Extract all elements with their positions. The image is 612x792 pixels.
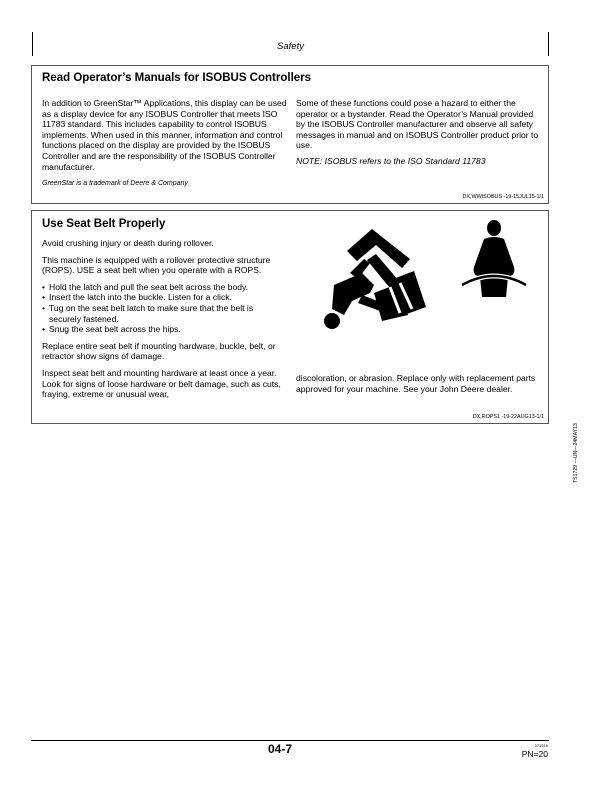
- reference-code: DX,ROPS1 -19-22AUG13-1/1: [472, 414, 544, 420]
- seat-belt-section: [31, 210, 579, 483]
- isobus-section: [31, 65, 549, 204]
- right-column-text: [296, 98, 542, 167]
- list-item: • Hold the latch and pull the seat belt across the body.: [42, 282, 287, 293]
- seat-belt-icon: [456, 219, 532, 299]
- list-item: • Snug the seat belt across the hips.: [42, 324, 287, 335]
- intro-warning: Avoid crushing injury or death during rollover.: [42, 238, 214, 248]
- list-item: • Tug on the seat belt latch to make sure that the belt is securely fastened.: [42, 303, 287, 324]
- seat-belt-right-column: [296, 373, 544, 394]
- rollover-hazard-illustration: [304, 223, 444, 333]
- section-title: Use Seat Belt Properly: [42, 218, 166, 230]
- pn-label: PN=20: [521, 749, 548, 759]
- rops-paragraph: This machine is equipped with a rollover protective structure (ROPS). USE a seat belt when you operate with a ROPS.: [42, 254, 271, 276]
- footer-rule: [31, 740, 549, 741]
- running-header: Safety: [277, 41, 304, 52]
- reference-code: DX,WWISOBUS -19-15JUL15-1/1: [462, 194, 544, 200]
- isobus-intro-paragraph: In addition to GreenStar™ Applications, this display can be used as a display device for any ISOBUS Controller that meets ISO 11783 standard. This includes capability to control ISOBUS implements. When used in this manner, information and control functions placed on the display are provided by the ISOBUS Controller and are the responsibility of the ISOBUS Controller manufacturer.: [42, 98, 287, 172]
- inspect-paragraph: Inspect seat belt and mounting hardware at least once a year. Look for signs of loose hardware or belt damage, such as cuts, fraying, extreme or unusual wear,: [42, 367, 281, 400]
- seat-belt-left-column: [42, 238, 287, 400]
- replace-paragraph: Replace entire seat belt if mounting hardware, buckle, belt, or retractor show signs of damage.: [42, 340, 276, 362]
- list-item: • Insert the latch into the buckle. Listen for a click.: [42, 292, 287, 303]
- page-number: 04-7: [267, 742, 293, 756]
- footer-code: 071516: [534, 743, 548, 748]
- trademark-note: GreenStar is a trademark of Deere & Company: [42, 180, 188, 187]
- seat-belt-steps: [42, 282, 287, 335]
- hazard-paragraph: Some of these functions could pose a hazard to either the operator or a bystander. Read the Operator’s Manual provided by the ISOBUS Controller manufacturer and observe all safety messages in manual and on ISOBUS Controller product prior to use.: [296, 98, 539, 151]
- section-title: Read Operator’s Manuals for ISOBUS Controllers: [42, 72, 312, 84]
- left-column-text: [42, 98, 287, 172]
- continued-paragraph: discoloration, or abrasion. Replace only with replacement parts approved for your machine. See your John Deere dealer.: [296, 373, 536, 394]
- illustration-code: TS1729 —UN—24MAY13: [573, 423, 579, 483]
- isobus-note: NOTE: ISOBUS refers to the ISO Standard 11783: [296, 155, 486, 166]
